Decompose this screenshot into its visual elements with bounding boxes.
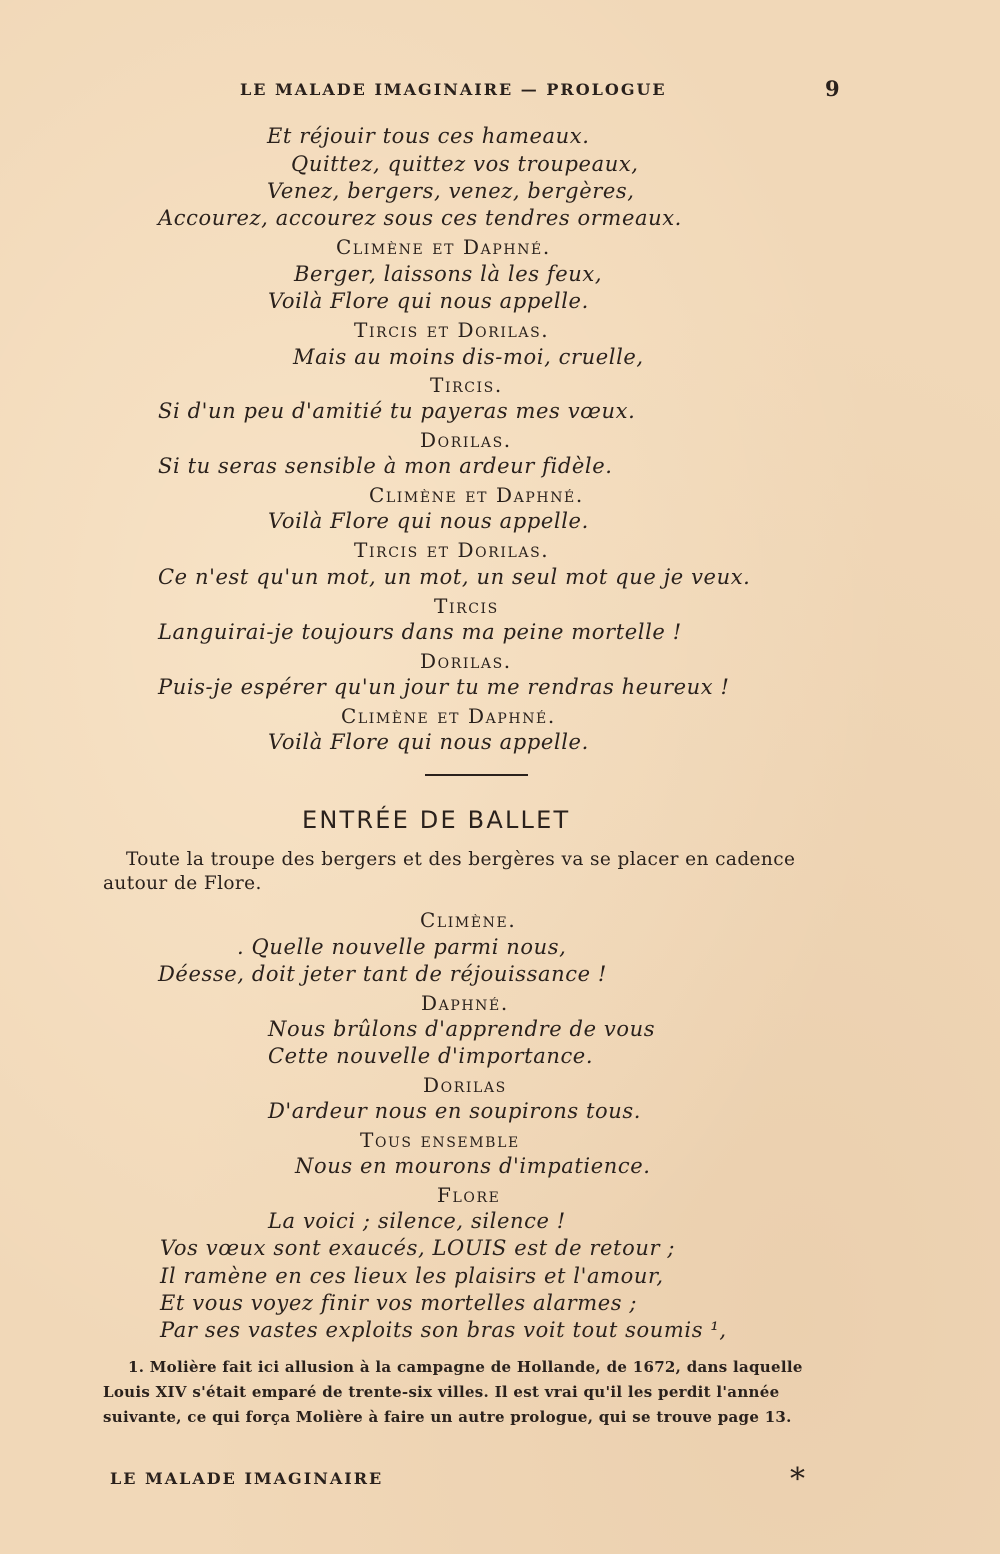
- verse-line: Il ramène en ces lieux les plaisirs et l'amour,: [160, 1264, 664, 1288]
- verse-line: Ce n'est qu'un mot, un mot, un seul mot que je veux.: [158, 565, 751, 589]
- verse-line: Et réjouir tous ces hameaux.: [267, 124, 590, 148]
- verse-line: Accourez, accourez sous ces tendres ormeaux.: [158, 206, 682, 230]
- verse-line: Cette nouvelle d'importance.: [268, 1044, 594, 1068]
- speaker-name: Dorilas.: [420, 649, 512, 673]
- verse-line: Languirai-je toujours dans ma peine mortelle !: [158, 620, 682, 644]
- stage-direction-line: autour de Flore.: [103, 873, 262, 894]
- speaker-name: Dorilas: [423, 1073, 507, 1097]
- verse-line: Par ses vastes exploits son bras voit tout soumis ¹,: [160, 1318, 727, 1342]
- page-number: 9: [825, 76, 840, 101]
- speaker-name: Climène.: [420, 908, 517, 932]
- signature-footer-title: LE MALADE IMAGINAIRE: [110, 1469, 384, 1488]
- verse-line: Venez, bergers, venez, bergères,: [267, 179, 635, 203]
- speaker-name: Climène et Daphné.: [341, 704, 556, 728]
- speaker-name: Tircis: [434, 594, 499, 618]
- verse-line: Et vous voyez finir vos mortelles alarmes ;: [160, 1291, 638, 1315]
- footnote-line: 1. Molière fait ici allusion à la campagne de Hollande, de 1672, dans laquelle: [128, 1358, 803, 1376]
- speaker-name: Tircis.: [430, 373, 503, 397]
- verse-line: Si d'un peu d'amitié tu payeras mes vœux.: [158, 399, 636, 423]
- verse-line: Mais au moins dis-moi, cruelle,: [293, 345, 644, 369]
- verse-line: Voilà Flore qui nous appelle.: [268, 730, 589, 754]
- speaker-name: Climène et Daphné.: [369, 483, 584, 507]
- section-divider: [425, 774, 528, 776]
- speaker-name: Tircis et Dorilas.: [354, 318, 550, 342]
- verse-line: Quittez, quittez vos troupeaux,: [291, 152, 639, 176]
- verse-line: D'ardeur nous en soupirons tous.: [268, 1099, 642, 1123]
- section-title: ENTRÉE DE BALLET: [302, 806, 571, 834]
- verse-line: La voici ; silence, silence !: [268, 1209, 566, 1233]
- speaker-name: Tircis et Dorilas.: [354, 538, 550, 562]
- speaker-name: Flore: [437, 1183, 501, 1207]
- verse-line: Vos vœux sont exaucés, LOUIS est de retour ;: [160, 1236, 676, 1260]
- verse-line: Si tu seras sensible à mon ardeur fidèle.: [158, 454, 613, 478]
- speaker-name: Tous ensemble: [360, 1128, 520, 1152]
- speaker-name: Climène et Daphné.: [336, 235, 551, 259]
- verse-line: . Quelle nouvelle parmi nous,: [237, 935, 567, 959]
- speaker-name: Dorilas.: [420, 428, 512, 452]
- verse-line: Nous brûlons d'apprendre de vous: [268, 1017, 656, 1041]
- verse-line: Voilà Flore qui nous appelle.: [268, 289, 589, 313]
- verse-line: Berger, laissons là les feux,: [294, 262, 603, 286]
- stage-direction-line: Toute la troupe des bergers et des bergères va se placer en cadence: [126, 849, 796, 870]
- footnote-line: Louis XIV s'était emparé de trente-six villes. Il est vrai qu'il les perdit l'année: [103, 1383, 780, 1401]
- verse-line: Déesse, doit jeter tant de réjouissance !: [158, 962, 607, 986]
- footnote-line: suivante, ce qui força Molière à faire un autre prologue, qui se trouve page 13.: [103, 1408, 792, 1426]
- verse-line: Voilà Flore qui nous appelle.: [268, 509, 589, 533]
- verse-line: Puis-je espérer qu'un jour tu me rendras heureux !: [158, 675, 730, 699]
- running-header: LE MALADE IMAGINAIRE — PROLOGUE: [240, 80, 667, 99]
- signature-mark: *: [790, 1462, 805, 1497]
- speaker-name: Daphné.: [421, 991, 509, 1015]
- verse-line: Nous en mourons d'impatience.: [295, 1154, 651, 1178]
